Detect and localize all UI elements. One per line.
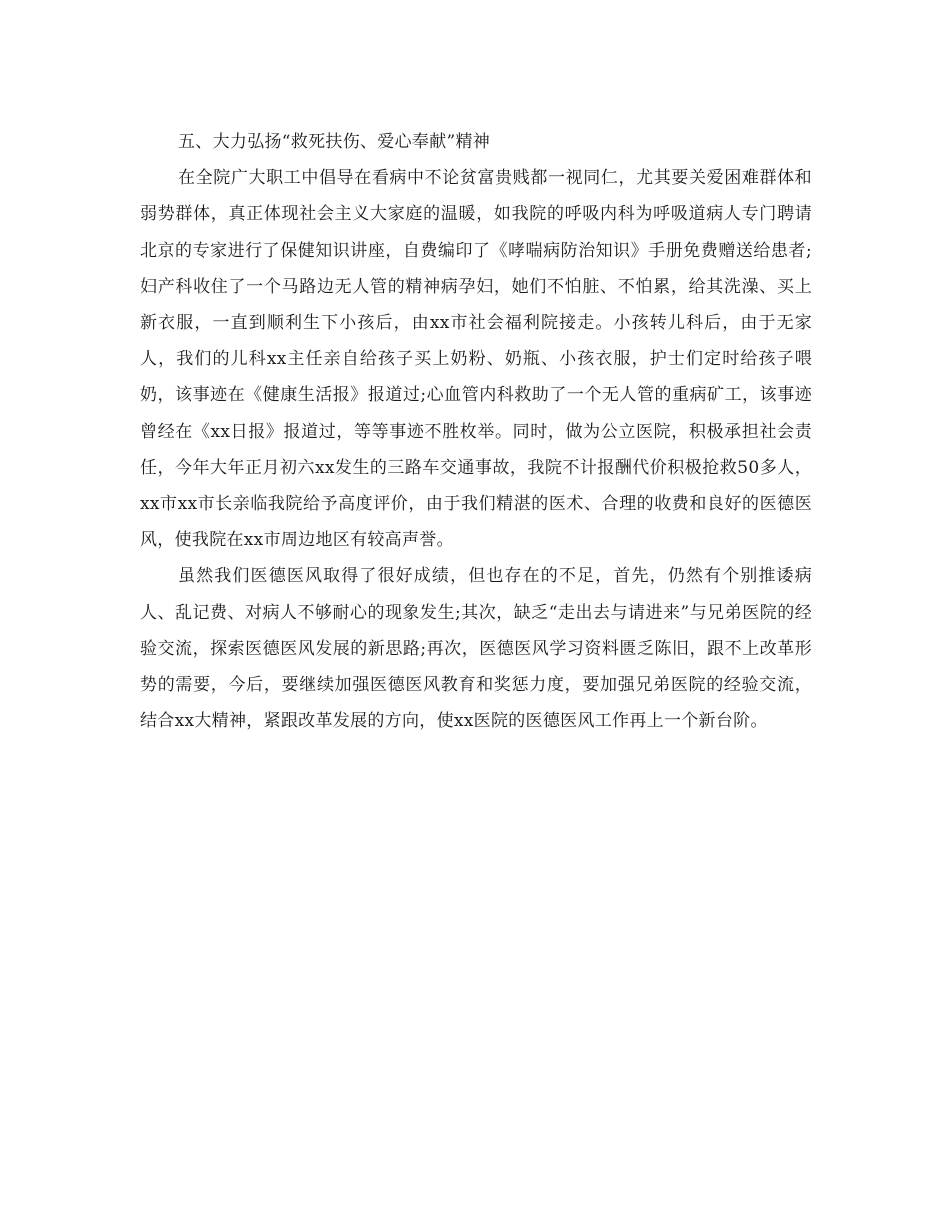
paragraph-medical-ethics-examples: 在全院广大职工中倡导在看病中不论贫富贵贱都一视同仁，尤其要关爱困难群体和弱势群体，真正体现社会主义大家庭的温暖，如我院的呼吸内科为呼吸道病人专门聘请北京的专家进行了保健知识讲座，自费编印了《哮喘病防治知识》手册免费赠送给患者;妇产科收住了一个马路边无人管的精神病孕妇，她们不怕脏、不怕累，给其洗澡、买上新衣服，一直到顺利生下小孩后，由xx市社会福利院接走。小孩转儿科后，由于无家人，我们的儿科xx主任亲自给孩子买上奶粉、奶瓶、小孩衣服，护士们定时给孩子喂奶，该事迹在《健康生活报》报道过;心血管内科救助了一个无人管的重病矿工，该事迹曾经在《xx日报》报道过，等等事迹不胜枚举。同时，做为公立医院，积极承担社会责任，今年大年正月初六xx发生的三路车交通事故，我院不计报酬代价积极抢救50多人，xx市xx市长亲临我院给予高度评价，由于我们精湛的医术、合理的收费和良好的医德医风，使我院在xx市周边地区有较高声誉。 bbox=[140, 168, 812, 551]
section-heading: 五、大力弘扬“救死扶伤、爱心奉献”精神 bbox=[178, 132, 491, 152]
paragraph-shortcomings-and-plans: 虽然我们医德医风取得了很好成绩，但也存在的不足，首先，仍然有个别推诿病人、乱记费、对病人不够耐心的现象发生;其次，缺乏“走出去与请进来”与兄弟医院的经验交流，探索医德医风发展的新思路;再次，医德医风学习资料匮乏陈旧，跟不上改革形势的需要，今后，要继续加强医德医风教育和奖惩力度，要加强兄弟医院的经验交流，结合xx大精神，紧跟改革发展的方向，使xx医院的医德医风工作再上一个新台阶。 bbox=[140, 566, 812, 732]
document-body bbox=[140, 124, 812, 739]
